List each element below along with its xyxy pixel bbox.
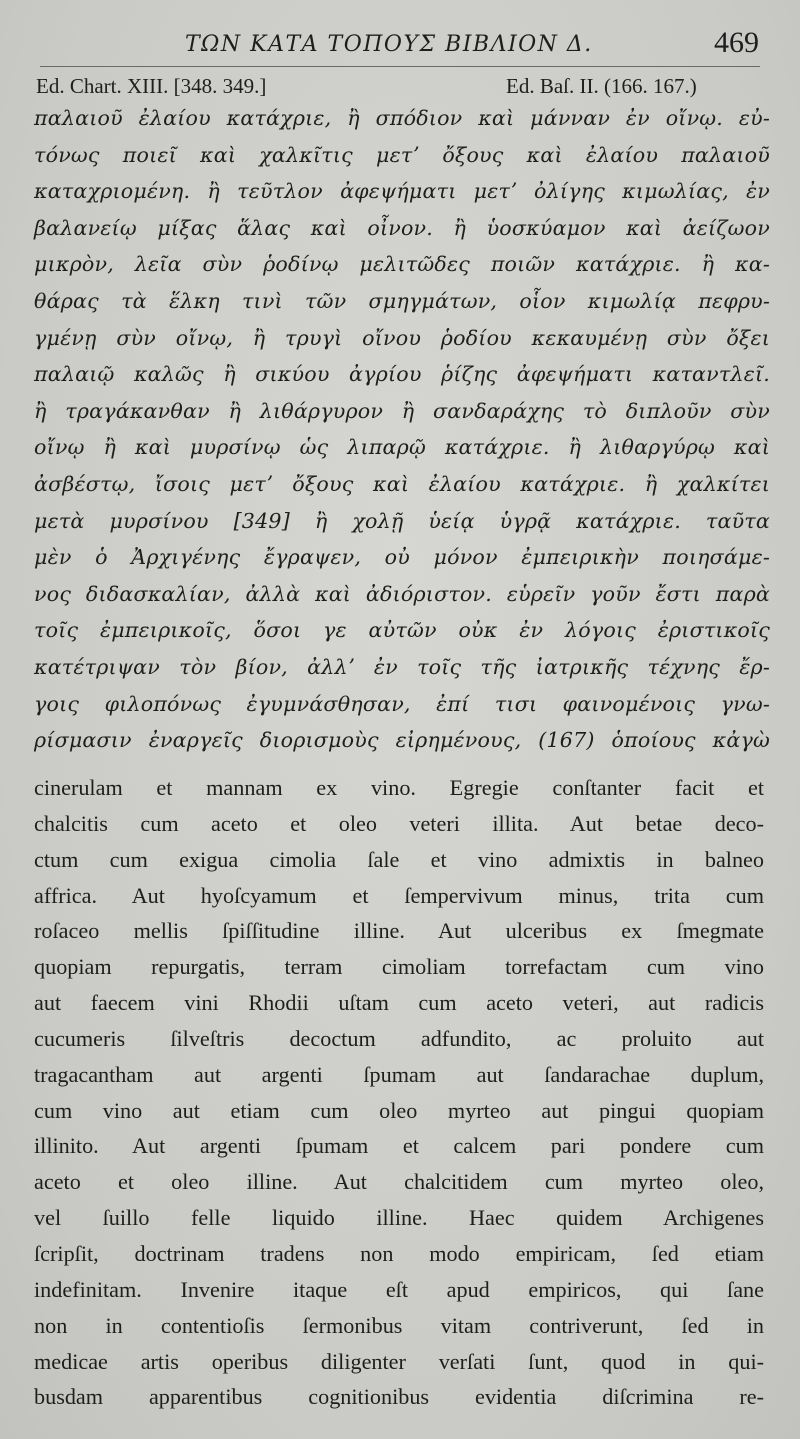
latin-line: busdam apparentibus cognitionibus evidentia diſcrimina re- (34, 1384, 764, 1410)
latin-line: cum vino aut etiam cum oleo myrteo aut pingui quopiam (34, 1097, 764, 1123)
latin-line: indefinitam. Invenire itaque eſt apud empiricos, qui ſane (34, 1276, 764, 1302)
latin-line: cinerulam et mannam ex vino. Egregie conſtanter facit et (34, 775, 764, 800)
latin-line: cucumeris ſilveſtris decoctum adfundito, ac proluito aut (34, 1025, 764, 1051)
greek-line: γοις φιλοπόνως ἐγυμνάσθησαν, ἐπί τισι φαινομένοις γνω- (34, 691, 770, 716)
latin-line: non in contentioſis ſermonibus vitam contriverunt, ſed in (34, 1312, 764, 1338)
page-number: 469 (714, 26, 759, 59)
running-title: ΤΩΝ ΚΑΤΑ ΤΟΠΟΥΣ ΒΙΒΛΙΟΝ Δ. (185, 32, 593, 57)
greek-line: οἴνῳ ἢ καὶ μυρσίνῳ ὡς λιπαρῷ κατάχριε. ἢ λιθαργύρῳ καὶ (34, 435, 770, 460)
edition-chartier: Ed. Chart. XIII. [348. 349.] (36, 74, 267, 98)
header-rule (40, 66, 760, 67)
greek-line: μικρὸν, λεῖα σὺν ῥοδίνῳ μελιτῶδες ποιῶν κατάχριε. ἢ κα- (34, 252, 770, 277)
greek-text-block (34, 100, 770, 759)
latin-line: vel ſuillo felle liquido illine. Haec quidem Archigenes (34, 1205, 764, 1231)
greek-line: ἀσβέστῳ, ἴσοις μετʼ ὄξους καὶ ἐλαίου κατάχριε. ἢ χαλκίτει (34, 471, 770, 496)
latin-text-block (34, 770, 764, 1415)
greek-line: ρίσμασιν ἐναργεῖς διορισμοὺς εἰρημένους, (167) ὁποίους κἀγὼ (34, 728, 770, 753)
greek-line: μετὰ μυρσίνου [349] ἢ χολῇ ὑείᾳ ὑγρᾷ κατάχριε. ταῦτα (34, 508, 770, 533)
latin-line: tragacantham aut argenti ſpumam aut ſandarachae duplum, (34, 1061, 764, 1087)
latin-line: roſaceo mellis ſpiſſitudine illine. Aut ulceribus ex ſmegmate (34, 918, 764, 944)
greek-line: τοῖς ἐμπειρικοῖς, ὅσοι γε αὐτῶν οὐκ ἐν λόγοις ἐριστικοῖς (34, 618, 770, 643)
greek-line: νος διδασκαλίαν, ἀλλὰ καὶ ἀδιόριστον. εὑρεῖν γοῦν ἔστι παρὰ (34, 581, 770, 606)
latin-line: chalcitis cum aceto et oleo veteri illita. Aut betae deco- (34, 810, 764, 836)
running-head (0, 24, 800, 68)
greek-line: γμένῃ σὺν οἴνῳ, ἢ τρυγὶ οἴνου ῥοδίου κεκαυμένῃ σὺν ὄξει (34, 325, 770, 350)
greek-line: μὲν ὁ Ἀρχιγένης ἔγραψεν, οὐ μόνον ἐμπειρικὴν ποιησάμε- (34, 545, 770, 570)
latin-line: medicae artis operibus diligenter verſati ſunt, quod in qui- (34, 1348, 764, 1374)
edition-basel: Ed. Baſ. II. (166. 167.) (506, 74, 697, 98)
greek-line: παλαιῷ καλῶς ἢ σικύου ἀγρίου ῥίζης ἀφεψήματι καταντλεῖ. (34, 362, 770, 387)
latin-line: aceto et oleo illine. Aut chalcitidem cum myrteo oleo, (34, 1169, 764, 1195)
latin-line: ctum cum exigua cimolia ſale et vino admixtis in balneo (34, 846, 764, 872)
greek-line: ἢ τραγάκανθαν ἢ λιθάργυρον ἢ σανδαράχης τὸ διπλοῦν σὺν (34, 398, 770, 423)
latin-line: affrica. Aut hyoſcyamum et ſempervivum minus, trita cum (34, 882, 764, 908)
greek-line: θάρας τὰ ἕλκη τινὶ τῶν σμηγμάτων, οἷον κιμωλίᾳ πεφρυ- (34, 288, 770, 313)
latin-line: aut faecem vini Rhodii uſtam cum aceto veteri, aut radicis (34, 990, 764, 1016)
latin-line: illinito. Aut argenti ſpumam et calcem pari pondere cum (34, 1133, 764, 1159)
greek-line: τόνως ποιεῖ καὶ χαλκῖτις μετʼ ὄξους καὶ ἐλαίου παλαιοῦ (34, 142, 770, 167)
greek-line: βαλανείῳ μίξας ἅλας καὶ οἶνον. ἢ ὑοσκύαμον καὶ ἀείζωον (34, 215, 770, 240)
latin-line: quopiam repurgatis, terram cimoliam torrefactam cum vino (34, 954, 764, 980)
greek-line: κατέτριψαν τὸν βίον, ἀλλʼ ἐν τοῖς τῆς ἰατρικῆς τέχνης ἔρ- (34, 654, 770, 679)
greek-line: καταχριομένη. ἢ τεῦτλον ἀφεψήματι μετʼ ὀλίγης κιμωλίας, ἐν (34, 179, 770, 204)
greek-line: παλαιοῦ ἐλαίου κατάχριε, ἢ σπόδιον καὶ μάνναν ἐν οἴνῳ. εὐ- (34, 106, 770, 130)
latin-line: ſcripſit, doctrinam tradens non modo empiricam, ſed etiam (34, 1240, 764, 1266)
